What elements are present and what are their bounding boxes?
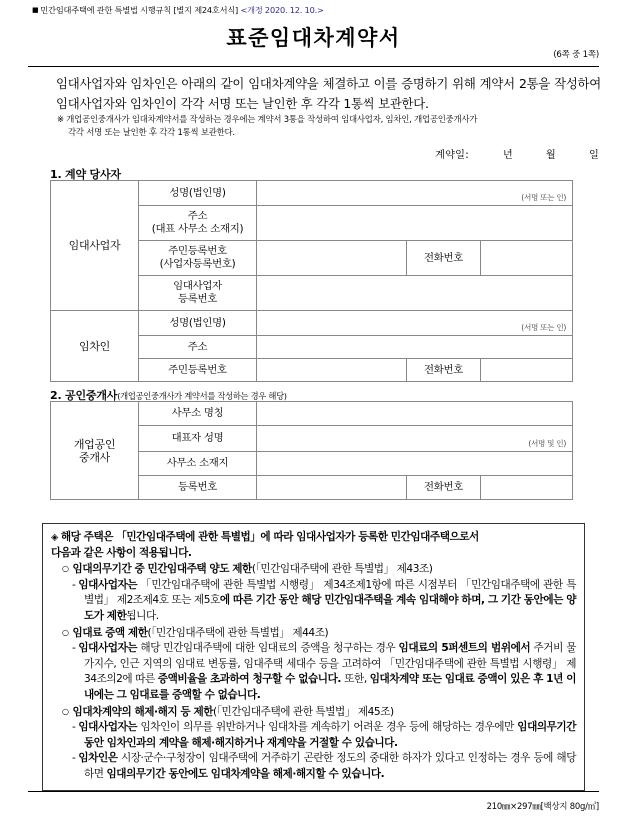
signature-note: (서명 또는 인) — [521, 323, 567, 332]
lessor-reg-no-label-line1: 임대사업자 — [173, 280, 222, 292]
form-header-revision: <개정 2020. 12. 10.> — [240, 5, 324, 15]
intro-note-line2: 각각 서명 또는 날인한 후 각각 1통씩 보관한다. — [68, 127, 235, 137]
notice-item-body — [51, 578, 576, 625]
broker-reg-no-label: 등록번호 — [139, 476, 257, 500]
notice-text-emphasis: 임대료의 5퍼센트의 범위에서 — [398, 642, 531, 655]
notice-text-emphasis: 임대의무기간 동안에도 임대차계약을 해제·해지할 수 있습니다. — [106, 767, 385, 780]
notice-item-title — [51, 704, 576, 721]
broker-office-name-label: 사무소 명칭 — [139, 402, 257, 426]
broker-reg-no-value[interactable] — [257, 476, 407, 500]
notice-lead-b: 임대사업자가 등록한 민간임대주택 — [296, 531, 450, 543]
broker-table — [50, 401, 573, 500]
notice-item-body — [51, 720, 576, 751]
dash-bullet-icon: - — [72, 721, 76, 734]
lessor-address-label — [139, 206, 257, 241]
notice-text-emphasis: 에 따른 기간 동안 해당 민간임대주택을 계속 임대해야 하며, 그 기간 동안에는 양도가 제한 — [84, 594, 576, 622]
lessor-reg-no-label-line2: 등록번호 — [178, 293, 217, 305]
broker-phone-label: 전화번호 — [407, 476, 481, 500]
notice-text-emphasis: 임대사업자는 — [78, 578, 138, 591]
section-heading-parties: 1. 계약 당사자 — [50, 168, 121, 181]
lessor-name-value[interactable] — [257, 181, 573, 206]
notice-text-emphasis: 증액비율을 초과하여 청구할 수 없습니다. — [157, 673, 345, 686]
circle-bullet-icon: ○ — [62, 706, 69, 716]
notice-item-title — [51, 561, 576, 578]
section-heading-broker-main: 2. 공인중개사 — [50, 389, 118, 402]
contract-date-month: 월 — [545, 150, 556, 161]
intro-note — [57, 113, 601, 139]
notice-item-body — [51, 751, 576, 782]
notice-text-plain: 주거비 물가지수, 인근 지역의 임대료 변동률, 임대주택 세대수 등을 고려하여 「민간임대주택에 관한 특별법 시행령」 제34조의2에 따른 — [84, 642, 576, 686]
circle-bullet-icon: ○ — [62, 627, 69, 637]
notice-lead-line2: 다음과 같은 사항이 적용됩니다. — [51, 546, 192, 559]
lessor-phone-label: 전화번호 — [407, 241, 481, 276]
notice-text-emphasis: 임대의무기간 동안 임차인과의 계약을 해제·해지하거나 재계약을 거절할 수 있습니다. — [84, 721, 576, 749]
lessor-phone-value[interactable] — [481, 241, 573, 276]
circle-bullet-icon: ○ — [62, 564, 69, 574]
notice-item-title-text: 임대료 증액 제한 — [72, 626, 148, 639]
table-row — [51, 311, 573, 336]
intro-note-line1: ※ 개업공인중개사가 임대차계약서를 작성하는 경우에는 계약서 3통을 작성하여 임대사업자, 임차인, 개업공인중개사가 — [57, 114, 478, 124]
broker-office-address-value[interactable] — [257, 452, 573, 476]
broker-phone-value[interactable] — [481, 476, 573, 500]
broker-label-line1: 개업공인 — [73, 437, 116, 451]
notice-item-title-text: 임대의무기간 중 민간임대주택 양도 제한 — [72, 563, 252, 576]
page-title: 표준임대차계약서 — [226, 26, 401, 50]
notice-text-emphasis: 임대사업자는 — [78, 721, 138, 734]
signature-note: (서명 및 인) — [528, 439, 567, 448]
dash-bullet-icon: - — [72, 752, 76, 765]
notice-text-plain: 「민간임대주택에 관한 특별법 시행령」 제34조제1항에 따른 시점부터 「민간임대주택에 관한 특별법」 제2조제4호 또는 제5호 — [84, 578, 576, 607]
contract-date-day: 일 — [588, 150, 599, 161]
notice-text-plain: 시장·군수·구청장이 임대주택에 거주하기 곤란한 정도의 중대한 하자가 있다고 인정하는 경우 등에 해당하면 — [84, 752, 576, 780]
notice-text-plain: 해당 민간임대주택에 대한 임대료의 증액을 청구하는 경우 — [137, 642, 399, 655]
notice-items-list — [51, 561, 576, 782]
notice-item-title-reference: (「민간임대주택에 관한 특별법」 제45조) — [213, 705, 394, 718]
notice-text-emphasis: 임차인은 — [78, 752, 118, 765]
notice-text-plain: 임차인이 의무를 위반하거나 임대차를 계속하기 어려운 경우 등에 해당하는 경우에만 — [137, 721, 518, 734]
notice-item-title-reference: (「민간임대주택에 관한 특별법」 제44조) — [147, 626, 329, 639]
lessee-resident-no-label: 주민등록번호 — [139, 359, 257, 382]
contract-parties-table — [50, 180, 573, 382]
notice-item-title-reference: (「민간임대주택에 관한 특별법」 제43조) — [251, 563, 433, 576]
lessee-resident-no-value[interactable] — [257, 359, 407, 382]
footer-divider — [28, 791, 599, 792]
contract-date-year: 년 — [502, 150, 513, 161]
notice-text-emphasis: 임대차계약 또는 임대료 증액이 있은 후 1년 이내에는 그 임대료를 증액할 수 없습니다. — [84, 673, 576, 701]
notice-lead-line1 — [51, 530, 576, 561]
lessee-address-label: 주소 — [139, 336, 257, 359]
legal-notice-box — [42, 523, 585, 791]
lessee-phone-value[interactable] — [481, 359, 573, 382]
notice-text-plain: 됩니다. — [126, 609, 159, 622]
section-heading-broker-sub: (개업공인중개사가 계약서를 작성하는 경우 해당) — [117, 391, 287, 401]
lessor-address-label-line1: 주소 — [187, 210, 208, 222]
notice-text-emphasis: 임대사업자는 — [78, 642, 138, 655]
lessor-resident-no-value[interactable] — [257, 241, 407, 276]
notice-item-title — [51, 625, 576, 642]
notice-item-body — [51, 641, 576, 703]
form-header-square-icon: ■ — [32, 6, 39, 14]
notice-item-title-text: 임대차계약의 해제·해지 등 제한 — [72, 705, 214, 718]
lessee-phone-label: 전화번호 — [407, 359, 481, 382]
broker-label-line2: 중개사 — [79, 450, 110, 464]
table-row — [51, 402, 573, 426]
notice-lead-c: 으로서 — [449, 531, 479, 543]
lessor-address-value[interactable] — [257, 206, 573, 241]
lessee-name-value[interactable] — [257, 311, 573, 336]
lessor-reg-no-value[interactable] — [257, 276, 573, 311]
lessor-resident-no-label-line1: 주민등록번호 — [168, 245, 227, 257]
paper-spec-footer: 210㎜×297㎜[백상지 80g/㎡] — [486, 801, 599, 811]
dash-bullet-icon: - — [72, 642, 76, 655]
lessee-label-cell: 임차인 — [51, 311, 139, 382]
broker-office-name-value[interactable] — [257, 402, 573, 426]
notice-lead-a: 해당 주택은 「민간임대주택에 관한 특별법」에 따라 — [60, 531, 297, 543]
signature-note: (서명 또는 인) — [521, 193, 567, 202]
broker-rep-name-label: 대표자 성명 — [139, 426, 257, 452]
dash-bullet-icon: - — [72, 578, 76, 591]
lessee-name-label: 성명(법인명) — [139, 311, 257, 336]
lessee-address-value[interactable] — [257, 336, 573, 359]
lessor-name-label: 성명(법인명) — [139, 181, 257, 206]
contract-date-label: 계약일: — [435, 150, 469, 161]
broker-rep-name-value[interactable] — [257, 426, 573, 452]
page-indicator: (6쪽 중 1쪽) — [553, 50, 599, 60]
broker-office-address-label: 사무소 소재지 — [139, 452, 257, 476]
lessor-label-cell: 임대사업자 — [51, 181, 139, 311]
diamond-bullet-icon: ◈ — [51, 532, 58, 543]
lessor-address-label-line2: (대표 사무소 소재지) — [151, 223, 244, 235]
form-header-line — [32, 5, 324, 16]
form-header-law-text: 민간임대주택에 관한 특별법 시행규칙 [별지 제24호서식] — [40, 5, 239, 15]
lessor-resident-no-label-line2: (사업자등록번호) — [159, 258, 236, 270]
lessor-reg-no-label — [139, 276, 257, 311]
header-divider — [28, 66, 599, 67]
table-row — [51, 181, 573, 206]
broker-label-cell — [51, 402, 139, 500]
intro-paragraph: 임대사업자와 임차인은 아래의 같이 임대차계약을 체결하고 이를 증명하기 위해 계약서 2통을 작성하여 임대사업자와 임차인이 각각 서명 또는 날인한 후 각각 1통씩 보관한다. — [56, 76, 601, 111]
lessor-resident-no-label — [139, 241, 257, 276]
notice-text-plain: 또한, — [344, 673, 370, 686]
